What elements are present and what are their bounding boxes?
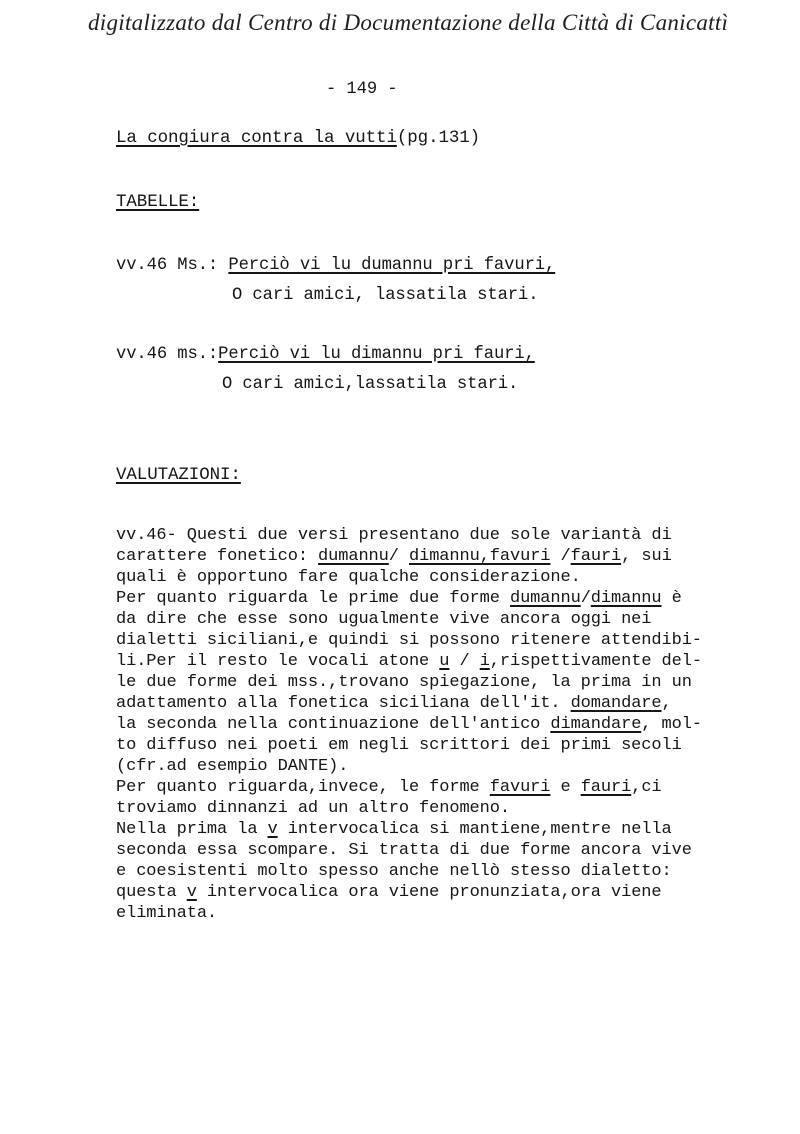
title-main: La congiura contra la vutti [116, 128, 397, 148]
underlined-word: fauri [570, 547, 622, 566]
line-segment: , [661, 694, 672, 713]
document-title [116, 128, 480, 148]
paragraph-line: vv.46- Questi due versi presentano due sole variantà di [116, 526, 672, 545]
paragraph-line [116, 590, 682, 607]
line-segment: / [449, 652, 480, 671]
paragraph-line [116, 653, 702, 670]
title-page-ref: (pg.131) [396, 128, 481, 148]
line-segment: Per quanto riguarda le prime due forme [116, 589, 510, 608]
underlined-word: v [186, 883, 197, 902]
line-segment: Nella prima la [116, 820, 268, 839]
paragraph-line: quali è opportuno fare qualche considerazione. [116, 568, 581, 587]
line-segment: intervocalica si mantiene,mentre nella [277, 820, 672, 839]
table1-verse-2: O cari amici, lassatila stari. [232, 286, 539, 305]
paragraph-line [116, 548, 672, 565]
paragraph-line: le due forme dei mss.,trovano spiegazione, la prima in un [116, 673, 692, 692]
watermark-text: digitalizzato dal Centro di Documentazione della Città di Canicattì [88, 10, 729, 35]
table2-label: vv.46 ms.: [116, 345, 219, 364]
underlined-word: favuri [489, 778, 551, 797]
line-segment: adattamento alla fonetica siciliana dell'it. [116, 694, 571, 713]
paragraph-line [116, 716, 702, 733]
paragraph-line: troviamo dinnanzi ad un altro fenomeno. [116, 799, 510, 818]
line-segment: / [388, 547, 409, 566]
underlined-word: fauri [580, 778, 632, 797]
line-segment: ,ci [631, 778, 662, 797]
line-segment: intervocalica ora viene pronunziata,ora viene [196, 883, 662, 902]
paragraph-line: to diffuso nei poeti em negli scrittori dei primi secoli [116, 736, 682, 755]
table2-verse-1: Perciò vi lu dimannu pri fauri, [218, 345, 535, 364]
underlined-word: dumannu [509, 589, 581, 608]
table1-label: vv.46 Ms.: [116, 256, 229, 275]
line-segment: è [661, 589, 682, 608]
line-segment: , mol- [641, 715, 702, 734]
underlined-word: dimannu [590, 589, 662, 608]
underlined-word: v [267, 820, 278, 839]
paragraph-line [116, 779, 662, 796]
paragraph-line [116, 884, 662, 901]
table1-verse-line-1 [116, 256, 555, 275]
underlined-word: dumannu [318, 547, 389, 566]
paragraph-line: (cfr.ad esempio DANTE). [116, 757, 349, 776]
line-segment: / [580, 589, 591, 608]
table2-verse-line-1 [116, 345, 535, 364]
line-segment: li.Per il resto le vocali atone [116, 652, 440, 671]
underlined-word: u [439, 652, 450, 671]
paragraph-line: seconda essa scompare. Si tratta di due forme ancora vive [116, 841, 692, 860]
line-segment: , sui [621, 547, 672, 566]
page-number: - 149 - [326, 80, 398, 99]
evaluations-heading: VALUTAZIONI: [116, 465, 241, 485]
underlined-word: dimannu,favuri [408, 547, 551, 566]
line-segment: e [550, 778, 581, 797]
underlined-word: i [479, 652, 490, 671]
paragraph-line [116, 821, 672, 838]
underlined-word: domandare [570, 694, 662, 713]
underlined-word: dimandare [550, 715, 642, 734]
line-segment: ,rispettivamente del- [489, 652, 702, 671]
line-segment: Per quanto riguarda,invece, le forme [116, 778, 490, 797]
table1-verse-1: Perciò vi lu dumannu pri favuri, [228, 256, 556, 275]
line-segment: / [550, 547, 571, 566]
paragraph-line: eliminata. [116, 904, 218, 923]
tables-heading: TABELLE: [116, 192, 200, 212]
paragraph-line: e coesistenti molto spesso anche nellò stesso dialetto: [116, 862, 672, 881]
line-segment: carattere fonetico: [116, 547, 319, 566]
paragraph-line [116, 695, 672, 712]
line-segment: la seconda nella continuazione dell'antico [116, 715, 551, 734]
table2-verse-2: O cari amici,lassatila stari. [222, 375, 519, 394]
paragraph-line: da dire che esse sono ugualmente vive ancora oggi nei [116, 610, 652, 629]
paragraph-line: dialetti siciliani,e quindi si possono ritenere attendibi- [116, 631, 702, 650]
line-segment: questa [116, 883, 187, 902]
